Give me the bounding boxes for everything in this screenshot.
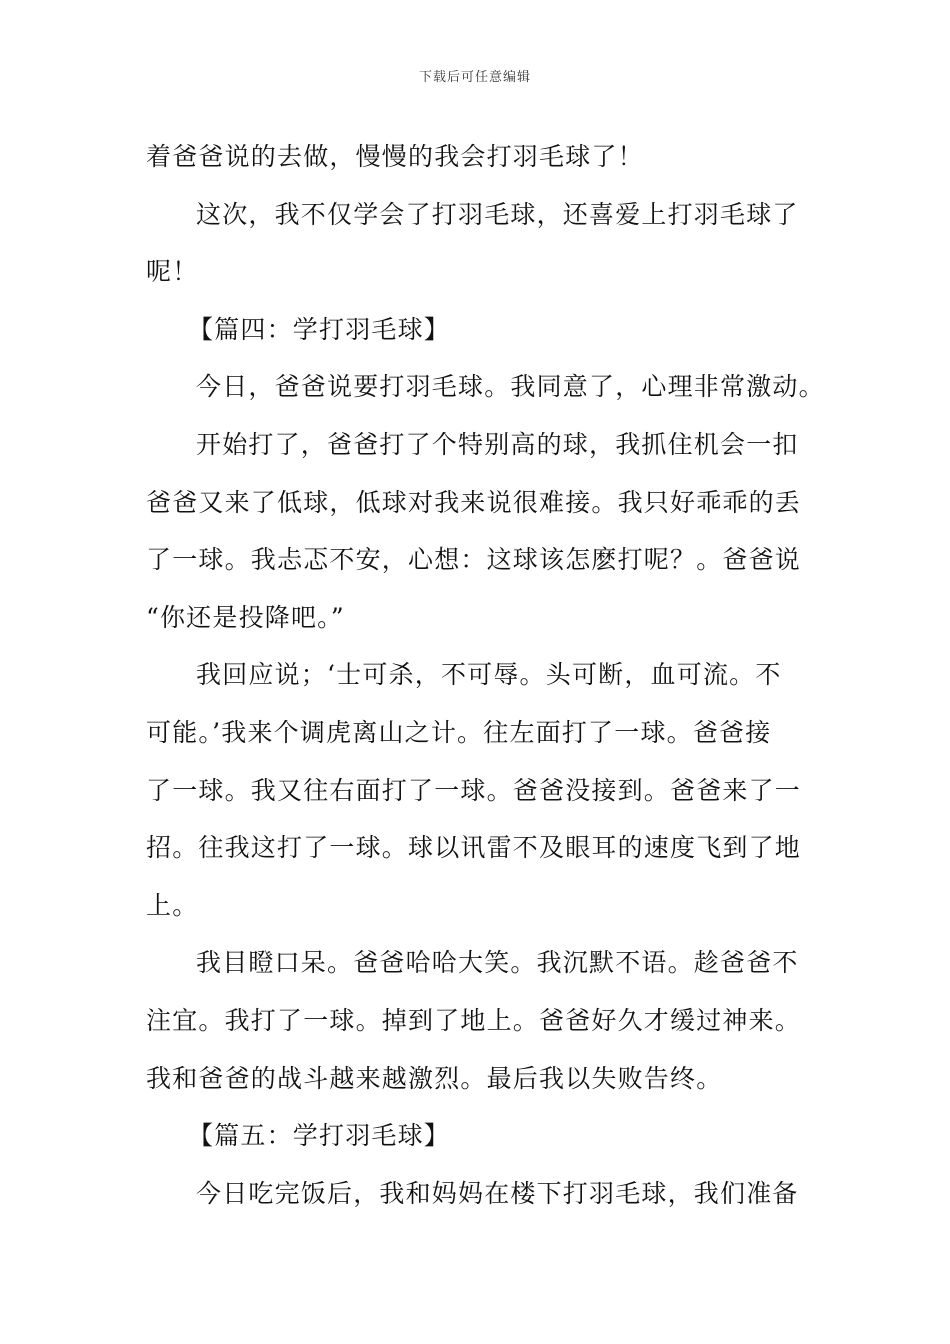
text-line: 了一球。我又往右面打了一球。爸爸没接到。爸爸来了一 bbox=[146, 775, 802, 805]
text-line: 今日，爸爸说要打羽毛球。我同意了，心理非常激动。 bbox=[196, 372, 825, 402]
text-line: 注宜。我打了一球。掉到了地上。爸爸好久才缓过神来。 bbox=[146, 1005, 802, 1035]
section-heading: 【篇五：学打羽毛球】 bbox=[188, 1121, 451, 1151]
text-line: “你还是投降吧。” bbox=[146, 602, 345, 632]
text-line: 着爸爸说的去做，慢慢的我会打羽毛球了！ bbox=[146, 142, 644, 171]
document-body bbox=[146, 128, 825, 1222]
page-header: 下载后可任意编辑 bbox=[418, 70, 531, 85]
text-line: 我目瞪口呆。爸爸哈哈大笑。我沉默不语。趁爸爸不 bbox=[196, 948, 799, 978]
text-line: 呢！ bbox=[146, 257, 199, 287]
text-line: 这次，我不仅学会了打羽毛球，还喜爱上打羽毛球了 bbox=[196, 199, 799, 229]
text-line: 今日吃完饭后，我和妈妈在楼下打羽毛球，我们准备 bbox=[196, 1178, 799, 1208]
section-heading: 【篇四：学打羽毛球】 bbox=[188, 314, 451, 344]
text-line: 招。往我这打了一球。球以讯雷不及眼耳的速度飞到了地 bbox=[146, 833, 802, 863]
text-line: 我回应说；‘士可杀，不可辱。头可断，血可流。不 bbox=[196, 660, 782, 690]
text-line: 了一球。我忐忑不安，心想：这球该怎麽打呢？。爸爸说 bbox=[146, 545, 802, 575]
text-line: 上。 bbox=[146, 890, 199, 920]
text-line: 可能。’我来个调虎离山之计。往左面打了一球。爸爸接 bbox=[146, 717, 772, 747]
text-line: 我和爸爸的战斗越来越激烈。最后我以失败告终。 bbox=[146, 1063, 723, 1093]
text-line: 爸爸又来了低球，低球对我来说很难接。我只好乖乖的丢 bbox=[146, 487, 802, 517]
text-line: 开始打了，爸爸打了个特别高的球，我抓住机会一扣 bbox=[196, 429, 799, 459]
